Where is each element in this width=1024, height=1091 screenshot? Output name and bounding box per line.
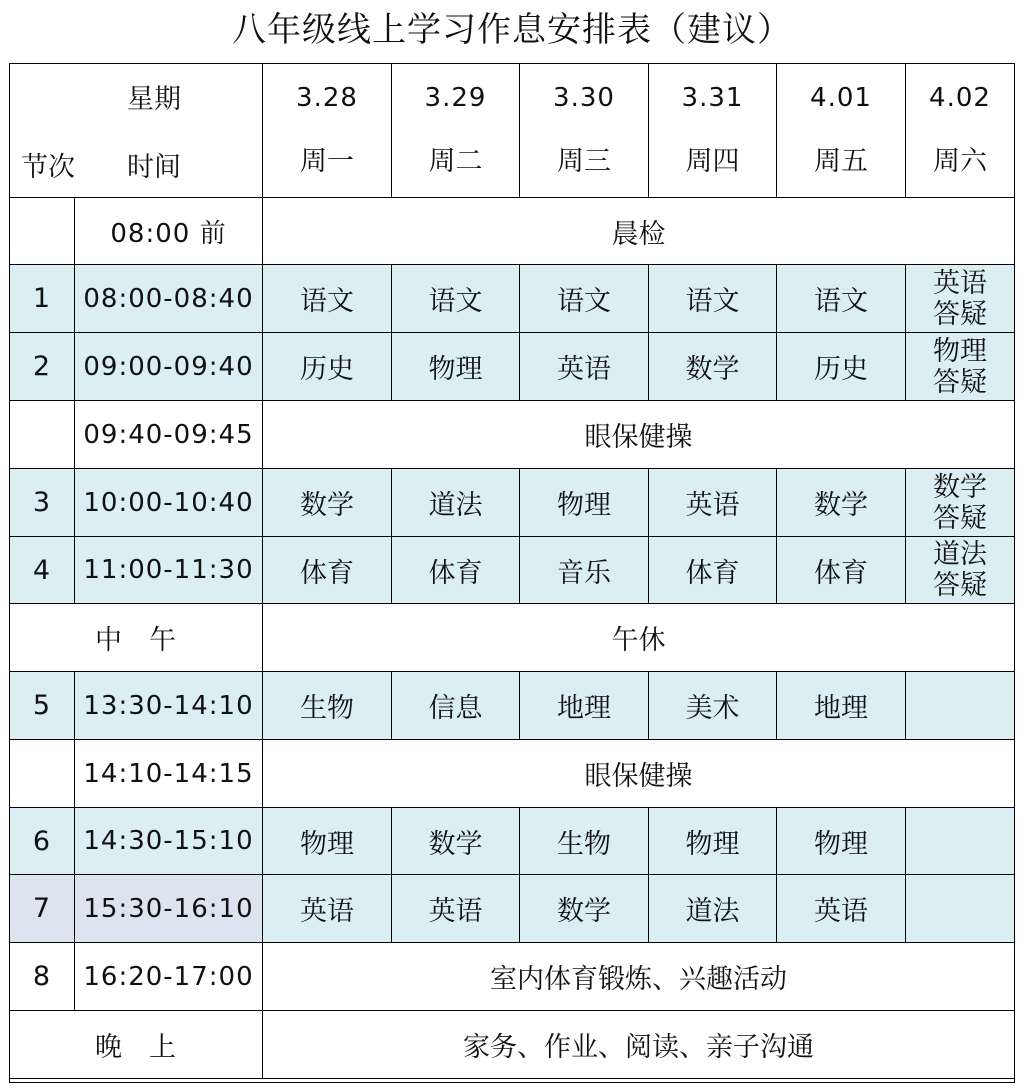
day-header bbox=[392, 63, 520, 198]
day-weekday: 周一 bbox=[300, 146, 354, 177]
day-date: 3.30 bbox=[553, 83, 615, 113]
day-date: 4.01 bbox=[810, 83, 872, 113]
section-label: 中 午 bbox=[9, 604, 263, 672]
saturday-line: 答疑 bbox=[933, 366, 987, 398]
subject-cell: 物理 bbox=[263, 808, 392, 875]
subject-cell: 历史 bbox=[777, 333, 906, 401]
day-header bbox=[777, 63, 906, 198]
day-weekday: 周五 bbox=[814, 146, 868, 177]
saturday-cell bbox=[906, 672, 1015, 740]
subject-cell: 道法 bbox=[649, 875, 777, 943]
period-cell bbox=[9, 198, 75, 265]
subject-cell: 语文 bbox=[777, 265, 906, 333]
saturday-line: 答疑 bbox=[933, 298, 987, 330]
subject-cell: 语文 bbox=[263, 265, 392, 333]
day-weekday: 周二 bbox=[428, 146, 483, 177]
day-header bbox=[520, 63, 649, 198]
time-cell: 16:20-17:00 bbox=[75, 943, 263, 1011]
subject-cell: 美术 bbox=[649, 672, 777, 740]
subject-cell: 数学 bbox=[520, 875, 649, 943]
subject-cell: 物理 bbox=[520, 469, 649, 537]
saturday-cell bbox=[906, 875, 1015, 943]
day-weekday: 周六 bbox=[933, 146, 987, 177]
subject-cell: 英语 bbox=[263, 875, 392, 943]
saturday-line: 物理 bbox=[933, 335, 987, 367]
activity-cell: 晨检 bbox=[263, 198, 1015, 265]
day-date: 3.29 bbox=[424, 83, 487, 113]
activity-cell: 室内体育锻炼、兴趣活动 bbox=[263, 943, 1015, 1011]
subject-cell: 物理 bbox=[777, 808, 906, 875]
subject-cell: 英语 bbox=[777, 875, 906, 943]
header-corner bbox=[9, 63, 263, 198]
subject-cell: 数学 bbox=[777, 469, 906, 537]
subject-cell: 英语 bbox=[520, 333, 649, 401]
time-cell: 14:30-15:10 bbox=[75, 808, 263, 875]
saturday-line: 道法 bbox=[933, 539, 987, 570]
time-cell: 09:40-09:45 bbox=[75, 401, 263, 469]
subject-cell: 体育 bbox=[263, 537, 392, 604]
day-date: 3.31 bbox=[681, 83, 744, 113]
time-cell: 09:00-09:40 bbox=[75, 333, 263, 401]
day-weekday: 周四 bbox=[685, 146, 740, 177]
time-cell: 13:30-14:10 bbox=[75, 672, 263, 740]
subject-cell: 信息 bbox=[392, 672, 520, 740]
saturday-cell bbox=[906, 537, 1015, 604]
period-cell: 1 bbox=[9, 265, 75, 333]
saturday-cell bbox=[906, 265, 1015, 333]
period-cell: 3 bbox=[9, 469, 75, 537]
time-cell: 08:00 前 bbox=[75, 198, 263, 265]
day-header bbox=[906, 63, 1015, 198]
subject-cell: 物理 bbox=[649, 808, 777, 875]
subject-cell: 地理 bbox=[777, 672, 906, 740]
schedule-table bbox=[9, 63, 1015, 1083]
subject-cell: 物理 bbox=[392, 333, 520, 401]
time-label: 时间 bbox=[127, 152, 181, 183]
saturday-cell bbox=[906, 469, 1015, 537]
period-cell: 6 bbox=[9, 808, 75, 875]
saturday-line: 英语 bbox=[933, 267, 987, 299]
saturday-line: 答疑 bbox=[933, 502, 987, 534]
period-cell: 7 bbox=[9, 875, 75, 943]
time-cell: 15:30-16:10 bbox=[75, 875, 263, 943]
activity-cell: 午休 bbox=[263, 604, 1015, 672]
day-date: 3.28 bbox=[296, 83, 358, 113]
saturday-cell bbox=[906, 808, 1015, 875]
day-header bbox=[649, 63, 777, 198]
period-cell bbox=[9, 740, 75, 808]
subject-cell: 体育 bbox=[777, 537, 906, 604]
time-cell: 14:10-14:15 bbox=[75, 740, 263, 808]
period-cell: 2 bbox=[9, 333, 75, 401]
period-label: 节次 bbox=[21, 152, 75, 183]
subject-cell: 数学 bbox=[392, 808, 520, 875]
time-cell: 10:00-10:40 bbox=[75, 469, 263, 537]
subject-cell: 体育 bbox=[392, 537, 520, 604]
subject-cell: 英语 bbox=[649, 469, 777, 537]
time-cell: 11:00-11:30 bbox=[75, 537, 263, 604]
subject-cell: 体育 bbox=[649, 537, 777, 604]
page-title: 八年级线上学习作息安排表（建议） bbox=[232, 10, 792, 50]
subject-cell: 历史 bbox=[263, 333, 392, 401]
day-header bbox=[263, 63, 392, 198]
activity-cell: 家务、作业、阅读、亲子沟通 bbox=[263, 1011, 1015, 1079]
period-cell: 5 bbox=[9, 672, 75, 740]
subject-cell: 语文 bbox=[520, 265, 649, 333]
subject-cell: 语文 bbox=[392, 265, 520, 333]
subject-cell: 数学 bbox=[263, 469, 392, 537]
subject-cell: 英语 bbox=[392, 875, 520, 943]
day-date: 4.02 bbox=[929, 83, 991, 113]
saturday-cell bbox=[906, 333, 1015, 401]
subject-cell: 地理 bbox=[520, 672, 649, 740]
activity-cell: 眼保健操 bbox=[263, 740, 1015, 808]
subject-cell: 数学 bbox=[649, 333, 777, 401]
period-cell: 4 bbox=[9, 537, 75, 604]
period-cell: 8 bbox=[9, 943, 75, 1011]
day-weekday: 周三 bbox=[557, 146, 611, 177]
subject-cell: 语文 bbox=[649, 265, 777, 333]
subject-cell: 道法 bbox=[392, 469, 520, 537]
weekday-label: 星期 bbox=[127, 84, 181, 115]
subject-cell: 生物 bbox=[263, 672, 392, 740]
saturday-line: 答疑 bbox=[933, 570, 987, 601]
saturday-line: 数学 bbox=[933, 471, 987, 503]
subject-cell: 音乐 bbox=[520, 537, 649, 604]
section-label: 晚 上 bbox=[9, 1011, 263, 1079]
subject-cell: 生物 bbox=[520, 808, 649, 875]
time-cell: 08:00-08:40 bbox=[75, 265, 263, 333]
activity-cell: 眼保健操 bbox=[263, 401, 1015, 469]
period-cell bbox=[9, 401, 75, 469]
